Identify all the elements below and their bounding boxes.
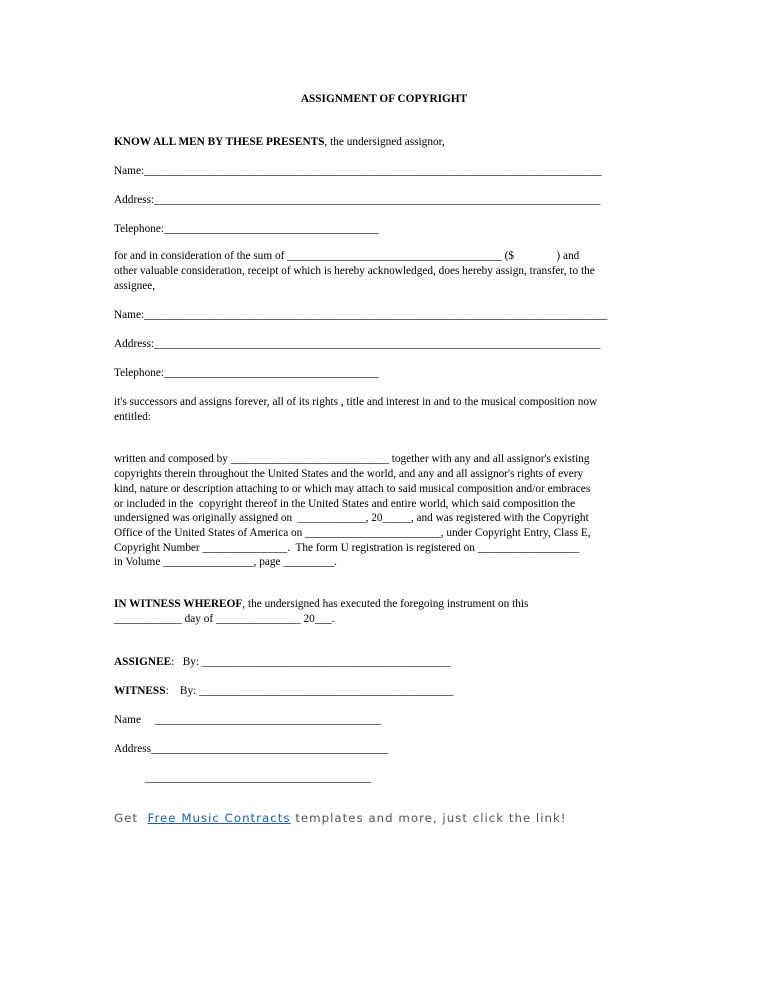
assignee-address-field[interactable]: Address:_______________________________________________________________________________: [114, 338, 601, 350]
assignee-name-field[interactable]: Name:__________________________________________________________________________________: [114, 309, 608, 321]
consideration-line-1[interactable]: for and in consideration of the sum of ______________________________________ ($ ) and: [114, 250, 580, 262]
assignor-name-field[interactable]: Name:_________________________________________________________________________________: [114, 165, 602, 177]
witness-address-field[interactable]: Address__________________________________________: [114, 743, 389, 755]
composition-line-5[interactable]: undersigned was originally assigned on ____________, 20_____, and was registered with the Copyright: [114, 512, 589, 524]
composition-line-4: or included in the copyright thereof in the United States and entire world, which said composition the: [114, 498, 576, 510]
assignee-signature-line[interactable]: [114, 655, 450, 670]
witness-bold-text: IN WITNESS WHEREOF: [114, 598, 243, 610]
witness-signature-label: WITNESS: [114, 685, 166, 697]
composition-line-6[interactable]: Office of the United States of America on ________________________, under Copyright Entry, Class E,: [114, 527, 591, 539]
assignee-signature-field[interactable]: : By: ____________________________________________: [171, 656, 451, 668]
assignee-telephone-field[interactable]: Telephone:______________________________________: [114, 367, 379, 379]
witness-line-1: [114, 597, 528, 612]
composition-line-7[interactable]: Copyright Number _______________. The form U registration is registered on __________________: [114, 542, 580, 554]
assignor-address-field[interactable]: Address:_______________________________________________________________________________: [114, 194, 601, 206]
assignor-telephone-field[interactable]: Telephone:______________________________________: [114, 223, 379, 235]
assignee-signature-label: ASSIGNEE: [114, 656, 172, 668]
successors-line-2: entitled:: [114, 411, 152, 423]
consideration-line-2: other valuable consideration, receipt of which is hereby acknowledged, does hereby assign, transfer, to the: [114, 265, 595, 277]
free-music-contracts-link[interactable]: Free Music Contracts: [147, 811, 291, 825]
intro-text: , the undersigned assignor,: [324, 136, 445, 148]
witness-signature-field[interactable]: : By: _____________________________________________: [165, 685, 454, 697]
composition-line-1[interactable]: written and composed by ____________________________ together with any and all assignor's existing: [114, 453, 590, 465]
composition-line-8[interactable]: in Volume ________________, page _________.: [114, 556, 338, 568]
witness-date-field[interactable]: ____________ day of _______________ 20___.: [114, 613, 335, 625]
successors-line-1: it's successors and assigns forever, all of its rights , title and interest in and to the musical composition now: [114, 396, 598, 408]
intro-bold-text: KNOW ALL MEN BY THESE PRESENTS: [114, 136, 325, 148]
composition-line-2: copyrights therein throughout the United States and the world, and any and all assignor's rights of every: [114, 468, 584, 480]
witness-address-field-2[interactable]: ________________________________________: [114, 772, 372, 784]
composition-line-3: kind, nature or description attaching to or which may attach to said musical composition and/or embraces: [114, 483, 591, 495]
intro-line: [114, 135, 445, 150]
consideration-line-3: assignee,: [114, 280, 156, 292]
footer-promo: [114, 811, 567, 826]
document-title: ASSIGNMENT OF COPYRIGHT: [300, 93, 468, 105]
witness-name-field[interactable]: Name ________________________________________: [114, 714, 382, 726]
footer-suffix: templates and more, just click the link!: [290, 811, 567, 825]
witness-signature-line[interactable]: [114, 684, 453, 699]
witness-text: , the undersigned has executed the foregoing instrument on this: [242, 598, 529, 610]
footer-prefix: Get: [114, 811, 148, 825]
